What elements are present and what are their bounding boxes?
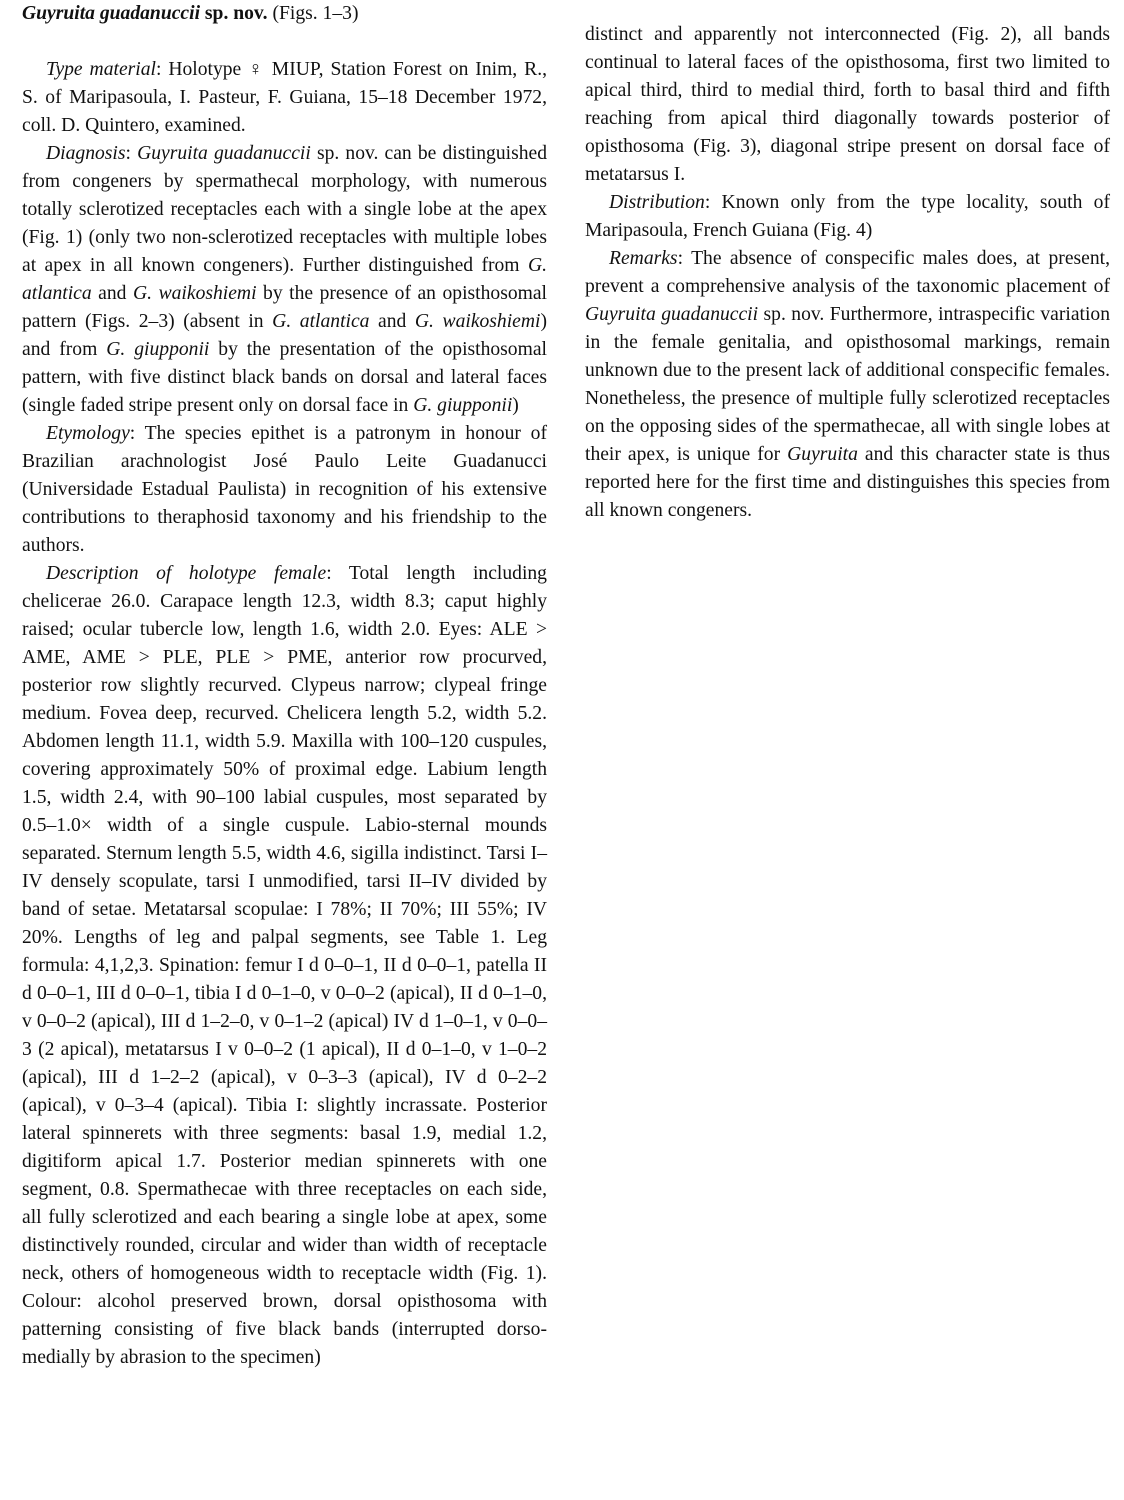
figure-reference: (Figs. 1–3): [272, 3, 359, 24]
left-column: [22, 0, 547, 1372]
species-italic: Guyruita guadanuccii: [585, 304, 759, 325]
species-italic: G. giupponii: [413, 395, 513, 416]
species-italic: G. giupponii: [106, 339, 210, 360]
diagnosis-paragraph: Diagnosis: Guyruita guadanuccii sp. nov. can be distinguished from congeners by spermathecal morphology, with numerous totally sclerotized receptacles each with a single lobe at the apex (Fig. 1) (only two non-sclerotized receptacles with multiple lobes at apex in all known congeners). Further distinguished from G. atlantica and G. waikoshiemi by the presence of an opisthosomal pattern (Figs. 2–3) (absent in G. atlantica and G. waikoshiemi) and from G. giupponii by the presentation of the opisthosomal pattern, with five distinct black bands on dorsal and lateral faces (single faded stripe present only on dorsal face in G. giupponii): [22, 143, 547, 416]
type-material-label: Type material: [46, 59, 156, 80]
genus-italic: Guyruita: [787, 444, 858, 465]
remarks-text: sp. nov. Furthermore, intraspecific variation in the female genitalia, and opisthosomal markings, remain unknown due to the present lack of additional conspecific females. Nonetheless, the presence of multiple fully sclerotized receptacles on the opposing sides of the spermathecae, all with single lobes at their apex, is unique for: [585, 304, 1111, 465]
distribution-text: Known only from the type locality, south of Maripasoula, French Guiana (Fig. 4): [585, 192, 1110, 241]
species-name: Guyruita guadanuccii: [22, 3, 201, 24]
description-paragraph: Description of holotype female: Total length including chelicerae 26.0. Carapace length 12.3, width 8.3; caput highly raised; ocular tubercle low, length 1.6, width 2.0. Eyes: ALE > AME, AME > PLE, PLE > PME, anterior row procurved, posterior row slightly recurved. Clypeus narrow; clypeal fringe medium. Fovea deep, recurved. Chelicera length 5.2, width 5.2. Abdomen length 11.1, width 5.9. Maxilla with 100–120 cuspules, covering approximately 50% of proximal edge. Labium length 1.5, width 2.4, with 90–100 labial cuspules, most separated by 0.5–1.0× width of a single cuspule. Labio-sternal mounds separated. Sternum length 5.5, width 4.6, sigilla indistinct. Tarsi I–IV densely scopulate, tarsi I unmodified, tarsi II–IV divided by band of setae. Metatarsal scopulae: I 78%; II 70%; III 55%; IV 20%. Lengths of leg and palpal segments, see Table 1. Leg formula: 4,1,2,3. Spination: femur I d 0–0–1, II d 0–0–1, patella II d 0–0–1, III d 0–0–1, tibia I d 0–1–0, v 0–0–2 (apical), II d 0–1–0, v 0–0–2 (apical), III d 1–2–0, v 0–1–2 (apical) IV d 1–0–1, v 0–0–3 (2 apical), metatarsus I v 0–0–2 (1 apical), II d 0–1–0, v 1–0–2 (apical), III d 1–2–2 (apical), v 0–3–3 (apical), IV d 0–2–2 (apical), v 0–3–4 (apical). Tibia I: slightly incrassate. Posterior lateral spinnerets with three segments: basal 1.9, medial 1.2, digitiform apical 1.7. Posterior median spinnerets with one segment, 0.8. Spermathecae with three receptacles on each side, all fully sclerotized and each bearing a single lobe at apex, some distinctively rounded, circular and wider than width of receptacle neck, others of homogeneous width to receptacle width (Fig. 1). Colour: alcohol preserved brown, dorsal opisthosoma with patterning consisting of five black bands (interrupted dorso-medially by abrasion to the specimen): [22, 563, 547, 1368]
description-text: Total length including chelicerae 26.0. Carapace length 12.3, width 8.3; caput highly raised; ocular tubercle low, length 1.6, width 2.0. Eyes: ALE > AME, AME > PLE, PLE > PME, anterior row procurved, posterior row slightly recurved. Clypeus narrow; clypeal fringe medium. Fovea deep, recurved. Chelicera length 5.2, width 5.2. Abdomen length 11.1, width 5.9. Maxilla with 100–120 cuspules, covering approximately 50% of proximal edge. Labium length 1.5, width 2.4, with 90–100 labial cuspules, most separated by 0.5–1.0× width of a single cuspule. Labio-sternal mounds separated. Sternum length 5.5, width 4.6, sigilla indistinct. Tarsi I–IV densely scopulate, tarsi I unmodified, tarsi II–IV divided by band of setae. Metatarsal scopulae: I 78%; II 70%; III 55%; IV 20%. Lengths of leg and palpal segments, see Table 1. Leg formula: 4,1,2,3. Spination: femur I d 0–0–1, II d 0–0–1, patella II d 0–0–1, III d 0–0–1, tibia I d 0–1–0, v 0–0–2 (apical), II d 0–1–0, v 0–0–2 (apical), III d 1–2–0, v 0–1–2 (apical) IV d 1–0–1, v 0–0–3 (2 apical), metatarsus I v 0–0–2 (1 apical), II d 0–1–0, v 1–0–2 (apical), III d 1–2–2 (apical), v 0–3–3 (apical), IV d 0–2–2 (apical), v 0–3–4 (apical). Tibia I: slightly incrassate. Posterior lateral spinnerets with three segments: basal 1.9, medial 1.2, digitiform apical 1.7. Posterior median spinnerets with one segment, 0.8. Spermathecae with three receptacles on each side, all fully sclerotized and each bearing a single lobe at apex, some distinctively rounded, circular and wider than width of receptacle neck, others of homogeneous width to receptacle width (Fig. 1). Colour: alcohol preserved brown, dorsal opisthosoma with patterning consisting of five black bands (interrupted dorso-medially by abrasion to the specimen): [22, 563, 547, 1368]
remarks-label: Remarks: [609, 248, 678, 269]
etymology-paragraph: Etymology: The species epithet is a patronym in honour of Brazilian arachnologist José Paulo Leite Guadanucci (Universidade Estadual Paulista) in recognition of his extensive contributions to theraphosid taxonomy and his friendship to the authors.: [22, 423, 547, 556]
type-material-text: Holotype ♀ MIUP, Station Forest on Inim, R., S. of Maripasoula, I. Pasteur, F. Guiana, 15–18 December 1972, coll. D. Quintero, examined.: [22, 59, 547, 136]
type-material-paragraph: Type material: Holotype ♀ MIUP, Station Forest on Inim, R., S. of Maripasoula, I. Pasteur, F. Guiana, 15–18 December 1972, coll. D. Quintero, examined.: [22, 59, 547, 136]
diagnosis-text: ) and from: [22, 311, 547, 360]
section-heading: [22, 0, 547, 28]
diagnosis-text: and: [91, 283, 133, 304]
species-italic: G. atlantica: [22, 255, 547, 304]
etymology-text: The species epithet is a patronym in honour of Brazilian arachnologist José Paulo Leite Guadanucci (Universidade Estadual Paulista) in recognition of his extensive contributions to theraphosid taxonomy and his friendship to the authors.: [22, 423, 547, 556]
diagnosis-label: Diagnosis: [46, 143, 126, 164]
description-label: Description of holotype female: [46, 563, 327, 584]
diagnosis-text: and: [369, 311, 415, 332]
species-italic: G. waikoshiemi: [133, 283, 257, 304]
remarks-text: The absence of conspecific males does, at present, prevent a comprehensive analysis of the taxonomic placement of: [585, 248, 1110, 297]
diagnosis-text: sp. nov. can be distinguished from congeners by spermathecal morphology, with numerous totally sclerotized receptacles each with a single lobe at the apex (Fig. 1) (only two non-sclerotized receptacles with multiple lobes at apex in all known congeners). Further distinguished from: [22, 143, 547, 276]
remarks-paragraph: Remarks: The absence of conspecific males does, at present, prevent a comprehensive analysis of the taxonomic placement of Guyruita guadanuccii sp. nov. Furthermore, intraspecific variation in the female genitalia, and opisthosomal markings, remain unknown due to the present lack of additional conspecific females. Nonetheless, the presence of multiple fully sclerotized receptacles on the opposing sides of the spermathecae, all with single lobes at their apex, is unique for Guyruita and this character state is thus reported here for the first time and distinguishes this species from all known congeners.: [585, 248, 1111, 521]
diagnosis-text: by the presentation of the opisthosomal pattern, with five distinct black bands on dorsal and lateral faces (single faded stripe present only on dorsal face in: [22, 339, 547, 416]
species-italic: Guyruita guadanuccii: [137, 143, 311, 164]
species-italic: G. atlantica: [272, 311, 370, 332]
distribution-paragraph: Distribution: Known only from the type locality, south of Maripasoula, French Guiana (Fig. 4): [585, 192, 1110, 241]
species-italic: G. waikoshiemi: [414, 311, 541, 332]
sp-nov: sp. nov.: [204, 3, 268, 24]
diagnosis-text: by the presence of an opisthosomal pattern (Figs. 2–3) (absent in: [22, 283, 547, 332]
description-continued: distinct and apparently not interconnected (Fig. 2), all bands continual to lateral faces of the opisthosoma, first two limited to apical third, third to medial third, forth to basal third and fifth reaching from apical third diagonally towards posterior of opisthosoma (Fig. 3), diagonal stripe present on dorsal face of metatarsus I.: [585, 24, 1110, 185]
right-column: [585, 0, 1110, 525]
etymology-label: Etymology: [46, 423, 130, 444]
distribution-label: Distribution: [609, 192, 705, 213]
diagnosis-text: ): [512, 395, 519, 416]
remarks-text: and this character state is thus reported here for the first time and distinguishes this species from all known congeners.: [585, 444, 1110, 521]
